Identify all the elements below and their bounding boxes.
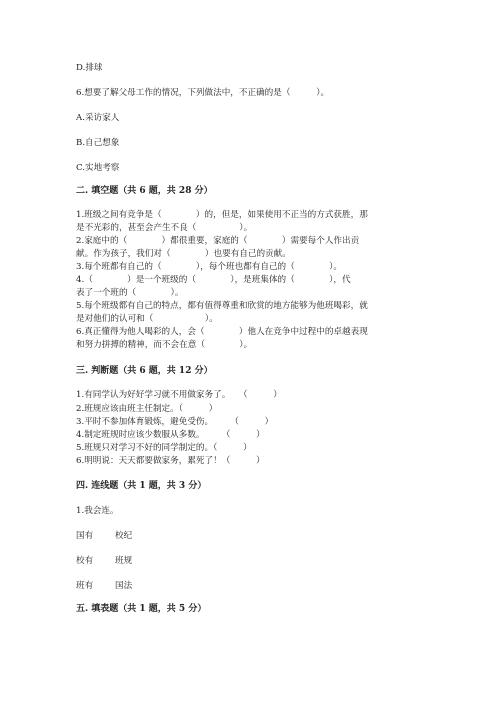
fill-blank-line: 表了一个班的（ ）。 (76, 288, 184, 298)
fill-blank-line: 献。作为孩子，我们对（ ）也要有自己的贡献。 (76, 249, 291, 259)
judge-line: 5.班规只对学习不好的同学制定的。（ ） (76, 443, 252, 453)
section3-heading: 三. 判断题（共 6 题，共 12 分） (76, 366, 213, 376)
match-question: 1.我会连。 (76, 506, 119, 516)
match-left-item: 校有 (76, 556, 94, 566)
fill-blank-line: 5.每个班级都有自己的特点，都有值得尊重和欣赏的地方能够为他班喝彩，就 (76, 301, 368, 311)
match-right-item: 国法 (115, 581, 133, 591)
fill-blank-line: 是不光彩的，甚至会产生不良（ ）。 (76, 223, 253, 233)
section4-heading: 四. 连线题（共 1 题，共 3 分） (76, 481, 207, 491)
fill-blank-line: 和努力拼搏的精神，而不会在意（ ）。 (76, 340, 253, 350)
judge-line: 2.班规应该由班主任制定。（ ） (76, 404, 218, 414)
section5-heading: 五. 填表题（共 1 题，共 5 分） (76, 604, 207, 614)
fill-blank-line: 3.每个班都有自己的（ ），每个班也都有自己的（ ）。 (76, 262, 343, 272)
fill-blank-line: 6.真正懂得为他人喝彩的人，会（ ）他人在竞争中过程中的卓越表现 (76, 327, 368, 337)
fill-blank-line: 2.家庭中的（ ）都很重要，家庭的（ ）需要每个人作出贡 (76, 236, 360, 246)
match-left-item: 国有 (76, 531, 94, 541)
match-right-item: 班规 (115, 556, 133, 566)
judge-line: 3.平时不参加体育锻炼，避免受伤。 （ ） (76, 417, 274, 427)
q5-option-d: D.排球 (76, 63, 103, 73)
q6-option-c: C.实地考察 (76, 163, 120, 173)
fill-blank-line: 1.班级之间有竞争是（ ）的，但是，如果使用不正当的方式获胜，那 (76, 210, 368, 220)
fill-blank-line: 是对他们的认可和（ ）。 (76, 314, 218, 324)
section2-heading: 二. 填空题（共 6 题，共 28 分） (76, 186, 213, 196)
fill-blank-line: 4.（ ）是一个班级的（ ），是班集体的（ ），代 (76, 275, 351, 285)
q6-question: 6.想要了解父母工作的情况，下列做法中，不正确的是（ ）。 (76, 88, 330, 98)
judge-line: 1.有同学认为好好学习就不用做家务了。 （ ） (76, 390, 282, 400)
judge-line: 4.制定班规时应该少数服从多数。 （ ） (76, 430, 265, 440)
match-right-item: 校纪 (115, 531, 133, 541)
q6-option-a: A.采访家人 (76, 113, 120, 123)
q6-option-b: B.自己想象 (76, 138, 120, 148)
judge-line: 6.明明说：天天都要做家务，累死了！（ ） (76, 456, 265, 466)
match-left-item: 班有 (76, 581, 94, 591)
